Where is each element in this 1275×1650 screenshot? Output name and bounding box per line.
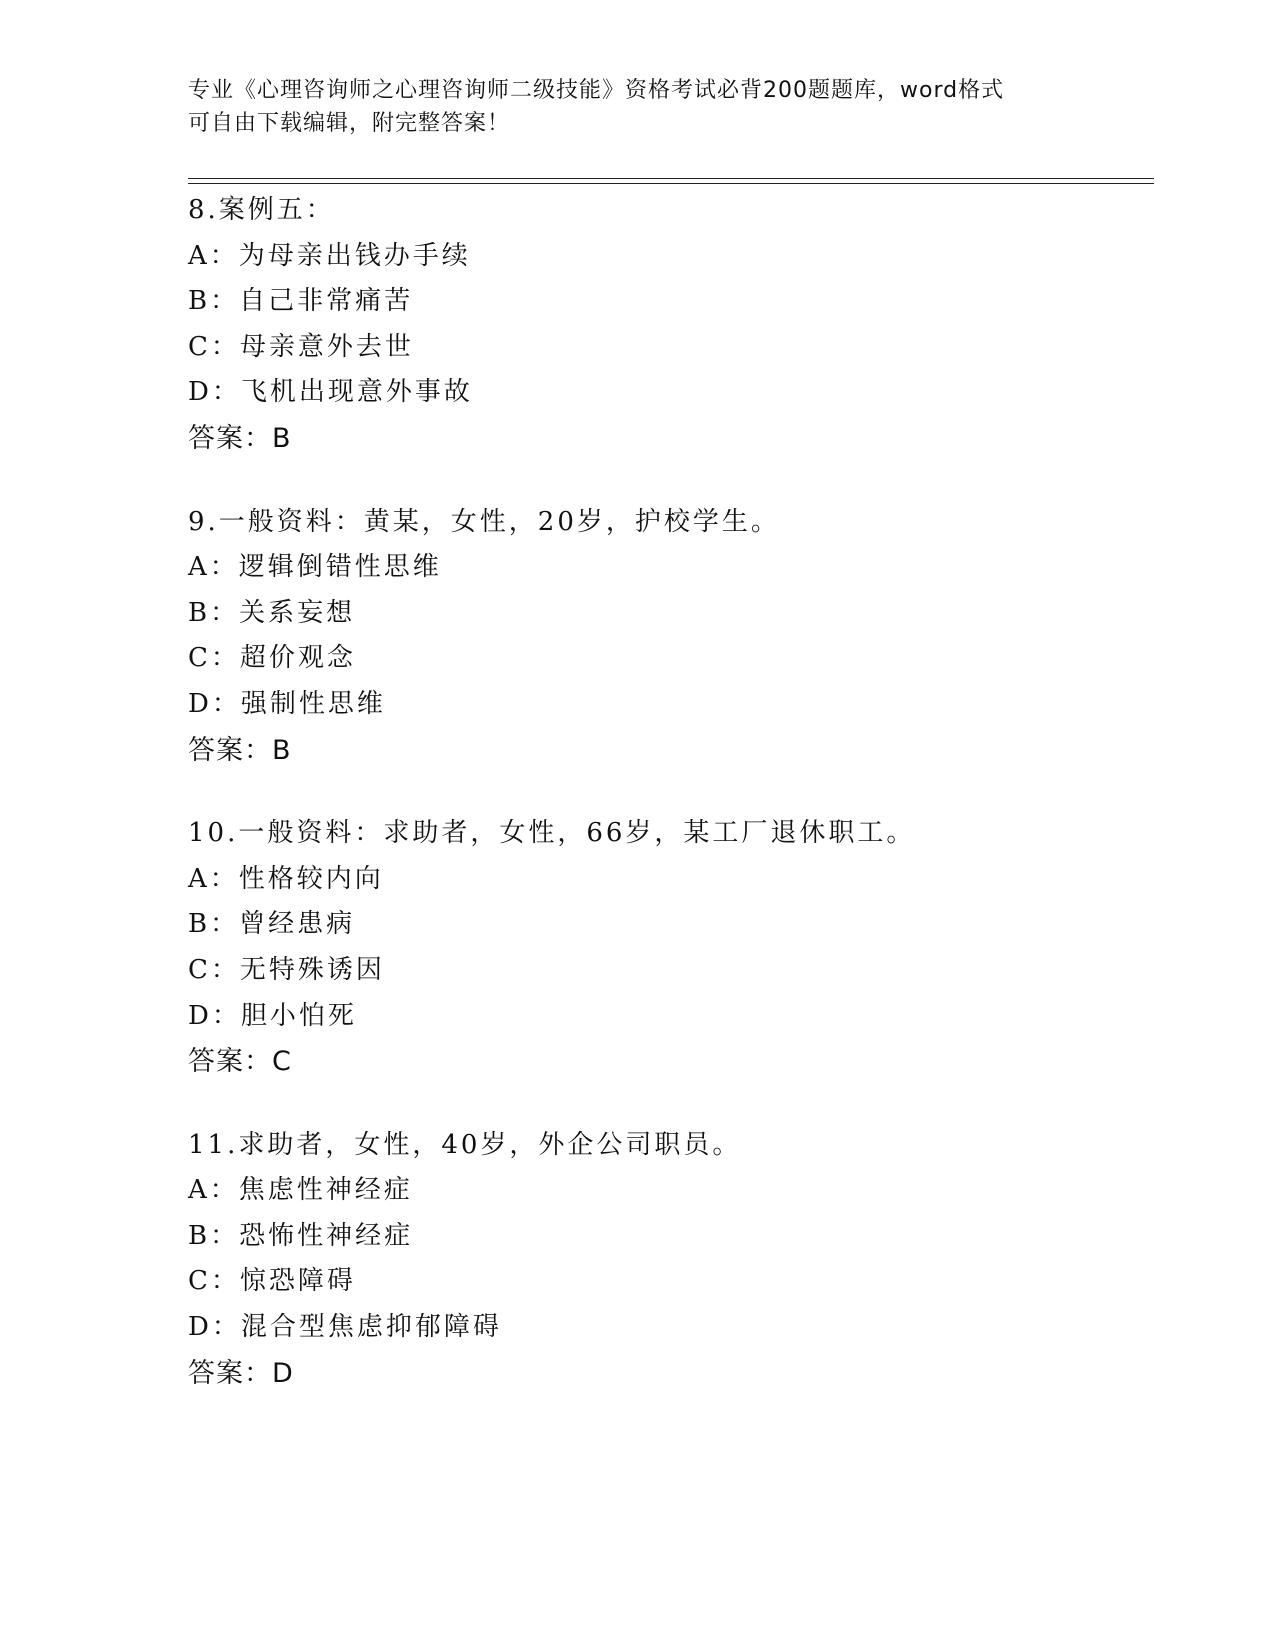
option-d: D：胆小怕死 (188, 1000, 357, 1031)
question-10 (188, 811, 1148, 1085)
option-d: D：混合型焦虑抑郁障碍 (188, 1312, 502, 1343)
option-a: A：逻辑倒错性思维 (188, 552, 442, 583)
option-a: A：焦虑性神经症 (188, 1175, 413, 1206)
option-b: B：关系妄想 (188, 597, 356, 628)
option-c: C：超价观念 (188, 643, 356, 674)
option-a: A：性格较内向 (188, 863, 384, 894)
option-c: C：无特殊诱因 (188, 954, 385, 985)
option-c: C：惊恐障碍 (188, 1266, 356, 1297)
option-d: D：飞机出现意外事故 (188, 377, 473, 408)
option-b: B：自己非常痛苦 (188, 286, 414, 317)
option-c: C：母亲意外去世 (188, 331, 414, 362)
question-stem: 10.一般资料：求助者，女性，66岁，某工厂退休职工。 (188, 818, 916, 849)
question-stem: 11.求助者，女性，40岁，外企公司职员。 (188, 1129, 742, 1160)
option-d: D：强制性思维 (188, 688, 386, 719)
header-line-2: 可自由下载编辑，附完整答案！ (188, 111, 511, 136)
header-line-1: 专业《心理咨询师之心理咨询师二级技能》资格考试必背200题题库，word格式 (188, 78, 1005, 103)
question-stem: 9.一般资料：黄某，女性，20岁，护校学生。 (188, 506, 780, 537)
answer-line: 答案：B (188, 422, 292, 454)
header-divider (188, 178, 1154, 184)
option-b: B：曾经患病 (188, 909, 356, 940)
question-8 (188, 188, 1148, 462)
question-11 (188, 1123, 1148, 1397)
document-header (188, 74, 1088, 140)
question-9 (188, 500, 1148, 774)
option-a: A：为母亲出钱办手续 (188, 240, 471, 271)
answer-line: 答案：B (188, 734, 292, 766)
answer-line: 答案：C (188, 1046, 292, 1078)
question-list (188, 188, 1148, 1434)
answer-line: 答案：D (188, 1357, 294, 1389)
option-b: B：恐怖性神经症 (188, 1220, 414, 1251)
question-stem: 8.案例五： (188, 195, 335, 225)
